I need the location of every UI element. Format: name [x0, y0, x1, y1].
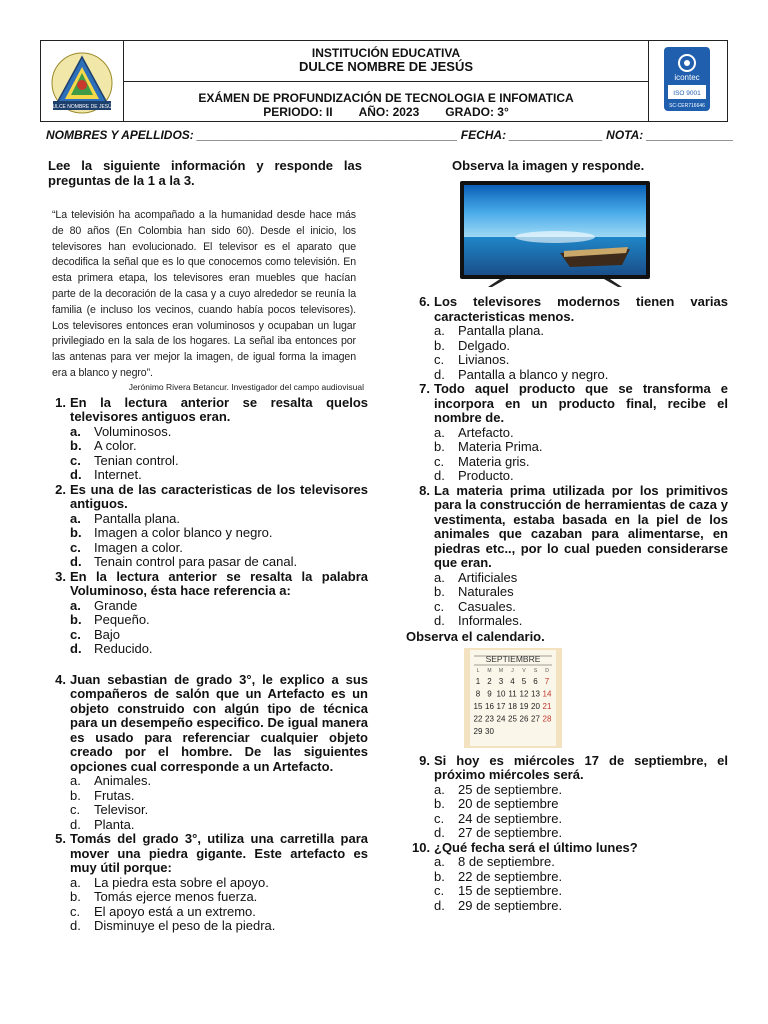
option-text: El apoyo está a un extremo.	[94, 903, 256, 919]
calendar-day: 15	[473, 701, 483, 711]
exam-info	[123, 82, 649, 121]
option-letter: a.	[70, 510, 81, 526]
option-letter: a.	[70, 597, 81, 613]
question-text: Todo aquel producto que se transforma e incorpora en un producto final, recibe el nombre de.	[434, 381, 728, 425]
option-text: 20 de septiembre	[458, 796, 559, 811]
question-number: 8.	[419, 482, 430, 498]
calendar-day: 12	[519, 689, 529, 698]
answer-option[interactable]	[434, 855, 728, 870]
answer-option[interactable]	[434, 614, 728, 629]
calendar-image	[464, 648, 562, 748]
option-text: Tenian control.	[94, 452, 179, 468]
option-text: A color.	[94, 438, 137, 454]
option-letter: a.	[70, 874, 81, 890]
option-letter: c.	[70, 539, 81, 555]
option-text: 27 de septiembre.	[458, 825, 563, 840]
option-letter: a.	[70, 773, 81, 789]
option-text: Frutas.	[94, 787, 135, 803]
question-9	[412, 754, 728, 841]
question-text: Si hoy es miércoles 17 de septiembre, el próximo miércoles será.	[434, 752, 728, 782]
answer-option[interactable]	[70, 555, 368, 570]
answer-option[interactable]	[434, 600, 728, 615]
option-text: Reducido.	[94, 641, 153, 657]
answer-option[interactable]	[434, 797, 728, 812]
answer-option[interactable]	[70, 541, 368, 556]
option-text: 15 de septiembre.	[458, 883, 563, 898]
answer-option[interactable]	[434, 812, 728, 827]
option-letter: c.	[434, 352, 445, 367]
exam-periodo: PERIODO: II	[263, 105, 333, 119]
calendar-day: 4	[510, 676, 515, 686]
answer-option[interactable]	[70, 789, 368, 804]
option-letter: d.	[70, 554, 82, 570]
option-letter: b.	[70, 525, 82, 541]
answer-option[interactable]	[434, 826, 728, 841]
answer-options	[434, 855, 728, 913]
option-text: Pantalla plana.	[458, 323, 545, 338]
calendar-weekday: J	[511, 667, 514, 674]
option-text: Artificiales	[458, 569, 518, 585]
answer-option[interactable]	[434, 870, 728, 885]
option-letter: c.	[434, 810, 445, 826]
calendar-weekday: M	[498, 667, 504, 674]
option-text: Imagen a color blanco y negro.	[94, 525, 273, 541]
option-letter: b.	[434, 584, 445, 599]
calendar-day: 21	[542, 701, 552, 711]
option-letter: c.	[434, 598, 445, 614]
question-text: En la lectura anterior se resalta la palabra Voluminoso, ésta hace referencia a:	[70, 568, 368, 599]
observe-image-instruction: Observa la imagen y responde.	[452, 158, 645, 173]
option-text: Informales.	[458, 613, 523, 628]
answer-option[interactable]	[434, 339, 728, 354]
calendar-day: 29	[473, 726, 483, 736]
option-text: Tenain control para pasar de canal.	[94, 554, 298, 570]
answer-option[interactable]	[70, 439, 368, 454]
option-text: Livianos.	[458, 352, 510, 367]
question-number: 1.	[55, 394, 66, 410]
question-number: 10.	[412, 839, 431, 855]
answer-option[interactable]	[70, 642, 368, 657]
answer-options	[70, 425, 368, 483]
answer-option[interactable]	[434, 585, 728, 600]
question-7	[412, 382, 728, 484]
option-text: Producto.	[458, 468, 514, 483]
cert-iso-text: ISO 9001	[673, 90, 701, 97]
calendar-day: 30	[485, 726, 494, 736]
question-number: 9.	[419, 752, 430, 768]
calendar-month: SEPTIEMBRE	[485, 653, 541, 664]
calendar-day: 7	[544, 676, 550, 686]
option-text: Artefacto.	[458, 424, 514, 440]
option-letter: c.	[70, 802, 81, 818]
answer-option[interactable]	[70, 526, 368, 541]
answer-option[interactable]	[434, 469, 728, 484]
answer-option[interactable]	[70, 876, 368, 891]
calendar-weekday: S	[533, 667, 538, 674]
answer-option[interactable]	[434, 353, 728, 368]
option-letter: c.	[70, 626, 81, 642]
calendar-weekday: L	[476, 667, 480, 674]
option-letter: d.	[434, 366, 445, 382]
calendar-day: 14	[542, 689, 552, 698]
answer-option[interactable]	[434, 899, 728, 914]
option-text: Disminuye el peso de la piedra.	[94, 918, 276, 934]
icontec-logo-icon	[649, 41, 727, 121]
question-10	[412, 841, 728, 914]
option-text: La piedra esta sobre el apoyo.	[94, 874, 269, 890]
calendar-day: 2	[487, 676, 492, 686]
option-letter: b.	[434, 337, 445, 353]
option-letter: a.	[434, 854, 445, 869]
question-1	[48, 396, 368, 483]
question-2	[48, 483, 368, 570]
answer-options	[70, 512, 368, 570]
option-text: Bajo	[94, 626, 121, 642]
option-text: Casuales.	[458, 598, 516, 614]
answer-option[interactable]	[434, 426, 728, 441]
answer-option[interactable]	[434, 368, 728, 383]
calendar-weekday: M	[487, 667, 492, 674]
calendar-day: 20	[531, 701, 540, 711]
student-info-line: NOMBRES Y APELLIDOS: _______________________________________ FECHA: ______________ NOTA: _____________	[46, 128, 734, 142]
option-letter: b.	[434, 796, 445, 811]
answer-option[interactable]	[70, 774, 368, 789]
option-letter: d.	[70, 467, 82, 483]
option-text: Internet.	[94, 467, 142, 483]
answer-options	[434, 571, 728, 629]
institution-line-2: DULCE NOMBRE DE JESÚS	[298, 59, 474, 74]
reading-instructions: Lee la siguiente información y responde las preguntas de la 1 a la 3.	[48, 158, 362, 188]
institution-line-1: INSTITUCIÓN EDUCATIVA	[311, 46, 461, 60]
option-text: 29 de septiembre.	[458, 897, 563, 913]
option-letter: a.	[70, 423, 81, 439]
answer-option[interactable]	[70, 905, 368, 920]
answer-options	[434, 426, 728, 484]
question-text: Los televisores modernos tienen varias caracteristicas menos.	[434, 294, 728, 324]
option-letter: d.	[70, 641, 82, 657]
exam-grado: GRADO: 3°	[445, 105, 509, 119]
exam-anio: AÑO: 2023	[358, 105, 420, 119]
option-letter: d.	[70, 918, 81, 934]
reading-passage: “La televisión ha acompañado a la humanidad desde hace más de 80 años (En Colombia han sido 60). Desde el inicio, los televisores han evolucionado. El televisor es el aparato que decodifica la señal que es lo que conocemos como televisión. En esta primera etapa, los televisores eran muebles que hacían parte de la decoración de la casa y a cuyo alrededor se reunía la familia (e incluso los vecinos, cuando había pocos televisores). Los televisores entonces eran voluminosos y ocupaban un lugar privilegiado en la sala de los hogares. La señal iba entonces por las antenas para ver mejor la imagen, de igual forma la imagen era a blanco y negro”.	[52, 209, 356, 379]
left-column	[48, 158, 368, 934]
option-letter: d.	[434, 897, 445, 913]
calendar-day: 18	[508, 701, 517, 711]
option-text: Grande	[94, 597, 138, 613]
calendar-weekday: V	[522, 667, 526, 674]
cert-brand-text: icontec	[674, 73, 700, 82]
answer-option[interactable]	[434, 455, 728, 470]
institution-name	[123, 41, 649, 82]
question-5	[48, 832, 368, 934]
answer-option[interactable]	[70, 468, 368, 483]
certification-cell	[648, 41, 727, 121]
exam-header	[40, 40, 728, 122]
option-letter: d.	[70, 816, 81, 832]
questions-left	[48, 396, 368, 934]
option-text: Pequeño.	[94, 612, 150, 628]
option-letter: b.	[70, 787, 81, 803]
right-column	[406, 158, 728, 913]
option-text: Imagen a color.	[94, 539, 183, 555]
option-text: Voluminosos.	[94, 423, 172, 439]
answer-option[interactable]	[70, 890, 368, 905]
option-text: Materia gris.	[458, 453, 530, 469]
answer-option[interactable]	[70, 512, 368, 527]
exam-title: EXÁMEN DE PROFUNDIZACIÓN DE TECNOLOGIA E INFOMATICA	[198, 91, 574, 105]
answer-options	[70, 599, 368, 657]
calendar-day: 10	[496, 689, 506, 698]
cert-code-text: SC-CER716646	[669, 103, 705, 109]
option-letter: a.	[434, 569, 445, 585]
calendar-weekday: D	[545, 667, 549, 674]
question-number: 2.	[55, 481, 66, 497]
calendar-day: 6	[533, 676, 538, 686]
option-letter: c.	[434, 453, 445, 469]
calendar-day: 22	[473, 714, 483, 723]
answer-option[interactable]	[70, 613, 368, 628]
question-text: ¿Qué fecha será el último lunes?	[434, 839, 638, 855]
option-text: 22 de septiembre.	[458, 868, 563, 884]
option-text: Pantalla plana.	[94, 510, 181, 526]
question-3	[48, 570, 368, 657]
option-text: Delgado.	[458, 337, 511, 353]
calendar-day: 8	[475, 689, 481, 698]
question-number: 5.	[55, 831, 66, 847]
option-text: Televisor.	[94, 802, 149, 818]
option-text: 8 de septiembre.	[458, 854, 555, 869]
answer-option[interactable]	[434, 783, 728, 798]
answer-option[interactable]	[434, 324, 728, 339]
calendar-day: 11	[508, 689, 517, 698]
calendar-day: 28	[542, 714, 552, 723]
questions-right-b	[412, 754, 728, 914]
option-letter: c.	[70, 452, 81, 468]
answer-options	[434, 324, 728, 382]
option-text: Animales.	[94, 773, 152, 789]
option-text: Pantalla a blanco y negro.	[458, 366, 609, 382]
calendar-day: 23	[485, 714, 494, 723]
passage-author: Jerónimo Rivera Betancur. Investigador del campo audiovisual	[128, 381, 364, 392]
answer-option[interactable]	[70, 454, 368, 469]
option-letter: c.	[70, 903, 81, 919]
option-letter: b.	[434, 439, 445, 454]
question-4	[48, 673, 368, 833]
calendar-day: 17	[496, 701, 506, 711]
answer-option[interactable]	[434, 571, 728, 586]
question-text: Tomás del grado 3°, utiliza una carretilla para mover una piedra gigante. Este artefacto es muy útil porque:	[70, 831, 368, 876]
answer-option[interactable]	[70, 628, 368, 643]
answer-option[interactable]	[70, 803, 368, 818]
answer-option[interactable]	[70, 425, 368, 440]
option-text: Naturales	[458, 584, 514, 599]
answer-option[interactable]	[70, 818, 368, 833]
answer-option[interactable]	[70, 919, 368, 934]
question-number: 6.	[419, 294, 430, 309]
option-text: Planta.	[94, 816, 135, 832]
calendar-day: 27	[531, 714, 540, 723]
answer-option[interactable]	[70, 599, 368, 614]
option-letter: a.	[434, 323, 445, 338]
calendar-day: 19	[519, 701, 529, 711]
calendar-day: 26	[519, 714, 529, 723]
calendar-day: 13	[531, 689, 540, 698]
option-letter: a.	[434, 424, 445, 440]
calendar-day: 3	[498, 676, 504, 686]
option-letter: b.	[70, 438, 82, 454]
exam-meta	[123, 105, 649, 119]
option-letter: b.	[70, 612, 82, 628]
calendar-day: 5	[521, 676, 527, 686]
svg-text:DULCE NOMBRE DE JESÚS: DULCE NOMBRE DE JESÚS	[48, 104, 116, 110]
question-number: 7.	[419, 381, 430, 396]
option-letter: d.	[434, 613, 445, 628]
answer-options	[434, 783, 728, 841]
question-text: Juan sebastian de grado 3°, le explico a sus compañeros de salón que un Artefacto es un objeto construido con algún tipo de técnica para un desempeño especifico. De igual manera es usado para referenciar cualquier objeto creado por el hombre. De las siguientes opciones cual corresponde a un Artefacto.	[70, 671, 368, 774]
option-letter: c.	[434, 883, 445, 898]
school-logo-icon	[41, 41, 123, 121]
option-letter: a.	[434, 781, 445, 797]
calendar-day: 25	[508, 714, 517, 723]
question-text: En la lectura anterior se resalta quelos televisores antiguos eran.	[70, 394, 368, 425]
question-text: Es una de las caracteristicas de los televisores antiguos.	[70, 481, 368, 512]
answer-option[interactable]	[434, 440, 728, 455]
question-number: 3.	[55, 568, 66, 584]
television-image	[460, 181, 650, 289]
calendar-day: 9	[487, 689, 492, 698]
observe-calendar-instruction: Observa el calendario.	[406, 628, 545, 644]
option-letter: b.	[70, 889, 81, 905]
calendar-day: 1	[475, 676, 481, 686]
option-letter: d.	[434, 468, 445, 483]
calendar-day: 16	[485, 701, 494, 711]
calendar-day: 24	[496, 714, 506, 723]
question-6	[412, 295, 728, 382]
option-text: Materia Prima.	[458, 439, 543, 454]
question-number: 4.	[55, 671, 66, 687]
school-logo-cell	[41, 41, 124, 121]
answer-options	[70, 876, 368, 934]
option-text: Tomás ejerce menos fuerza.	[94, 889, 258, 905]
option-letter: b.	[434, 868, 445, 884]
option-text: 24 de septiembre.	[458, 810, 563, 826]
option-letter: d.	[434, 825, 445, 840]
question-text: La materia prima utilizada por los primitivos para la construcción de herramientas de caza y vestimenta, estaba basada en la piel de los animales que cazaban para alimentarse, en piedras etc.., por lo cual pueden considerarse que eran.	[434, 482, 728, 570]
questions-right-a	[412, 295, 728, 629]
answer-options	[70, 774, 368, 832]
answer-option[interactable]	[434, 884, 728, 899]
option-text: 25 de septiembre.	[458, 781, 563, 797]
question-8	[412, 484, 728, 629]
